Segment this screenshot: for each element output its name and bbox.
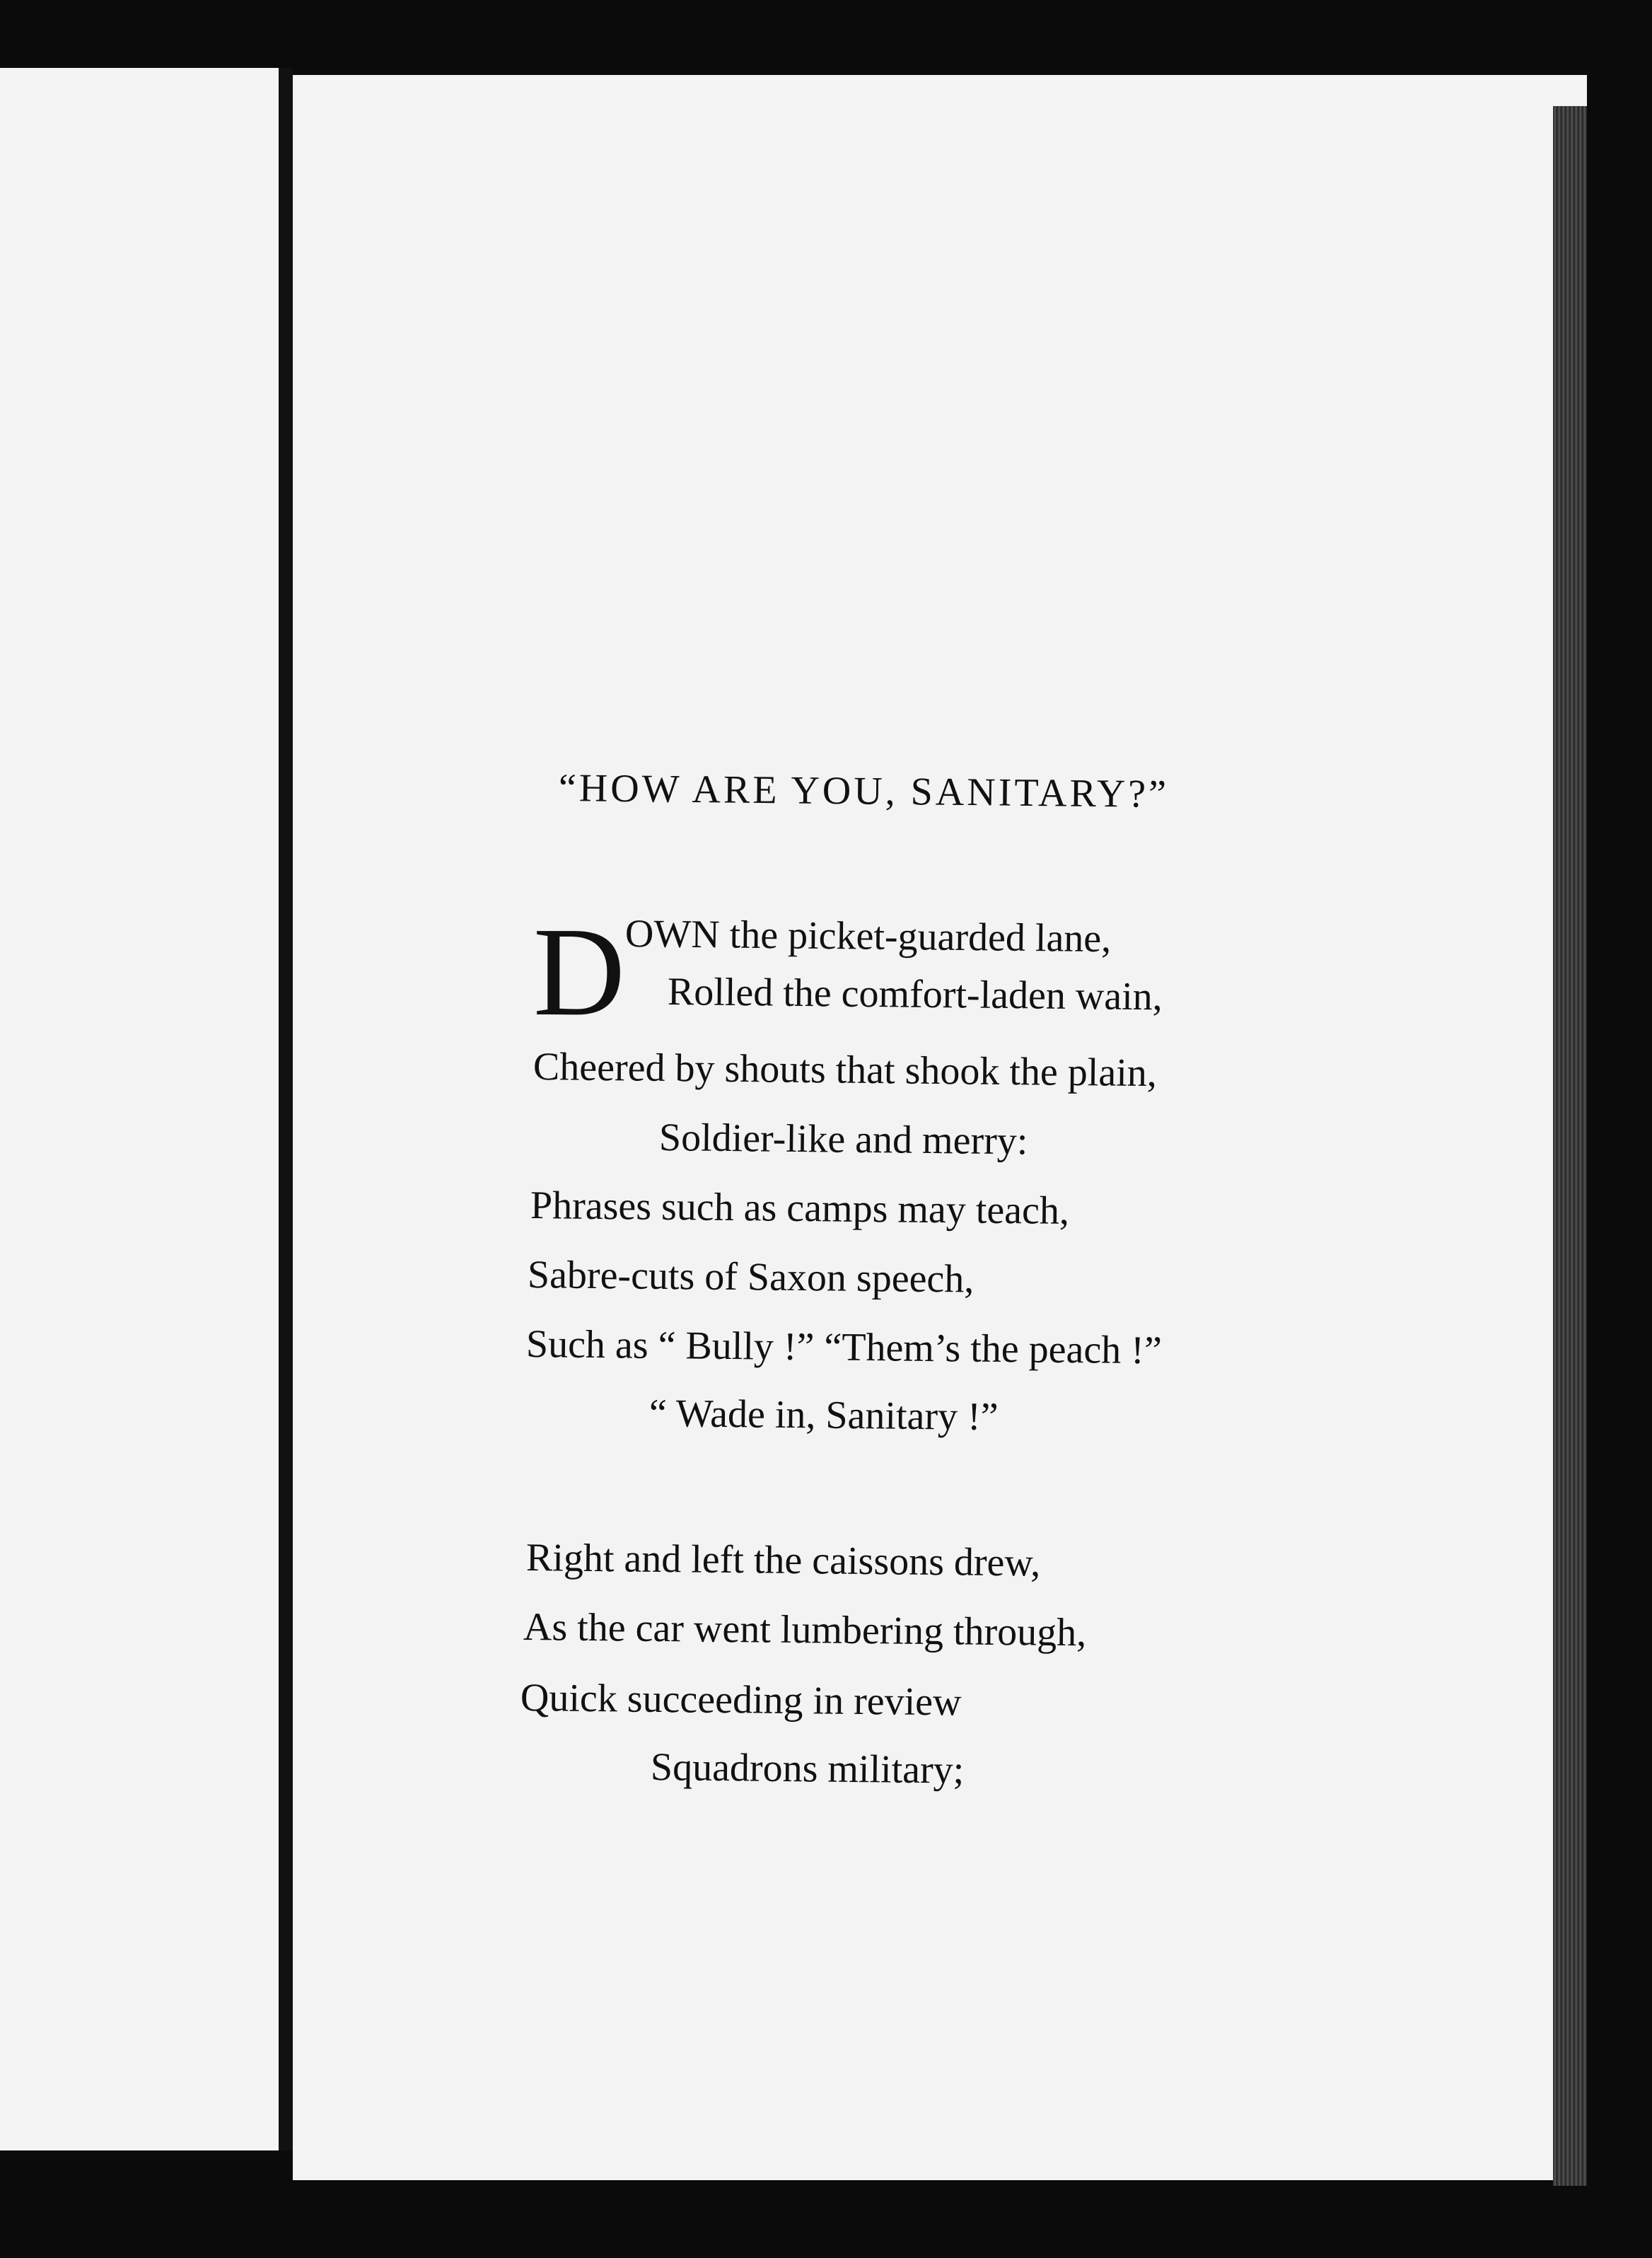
book-gutter bbox=[279, 68, 293, 2150]
poem bbox=[293, 75, 1587, 2180]
drop-cap: D bbox=[533, 901, 625, 1042]
poem-title: “HOW ARE YOU, SANITARY?” bbox=[558, 766, 1170, 817]
right-page bbox=[293, 75, 1587, 2180]
poem-line: Rolled the comfort-laden wain, bbox=[667, 970, 1163, 1019]
poem-line: OWN the picket-guarded lane, bbox=[624, 912, 1112, 961]
left-page bbox=[0, 68, 279, 2150]
poem-line: Sabre-cuts of Saxon speech, bbox=[527, 1253, 975, 1302]
poem-line: As the car went lumbering through, bbox=[523, 1605, 1087, 1655]
page-edge-shadow bbox=[1553, 106, 1587, 2186]
poem-line: Soldier-like and merry: bbox=[658, 1116, 1028, 1164]
poem-line: Phrases such as camps may teach, bbox=[530, 1183, 1070, 1233]
poem-line: Right and left the caissons drew, bbox=[525, 1536, 1041, 1585]
poem-line: Cheered by shouts that shook the plain, bbox=[533, 1045, 1158, 1096]
poem-line: Quick succeeding in review bbox=[520, 1676, 962, 1725]
poem-line: Such as “ Bully !” “Them’s the peach !” bbox=[525, 1322, 1163, 1373]
poem-line: Squadrons military; bbox=[650, 1745, 965, 1793]
poem-line: “ Wade in, Sanitary !” bbox=[648, 1391, 999, 1440]
